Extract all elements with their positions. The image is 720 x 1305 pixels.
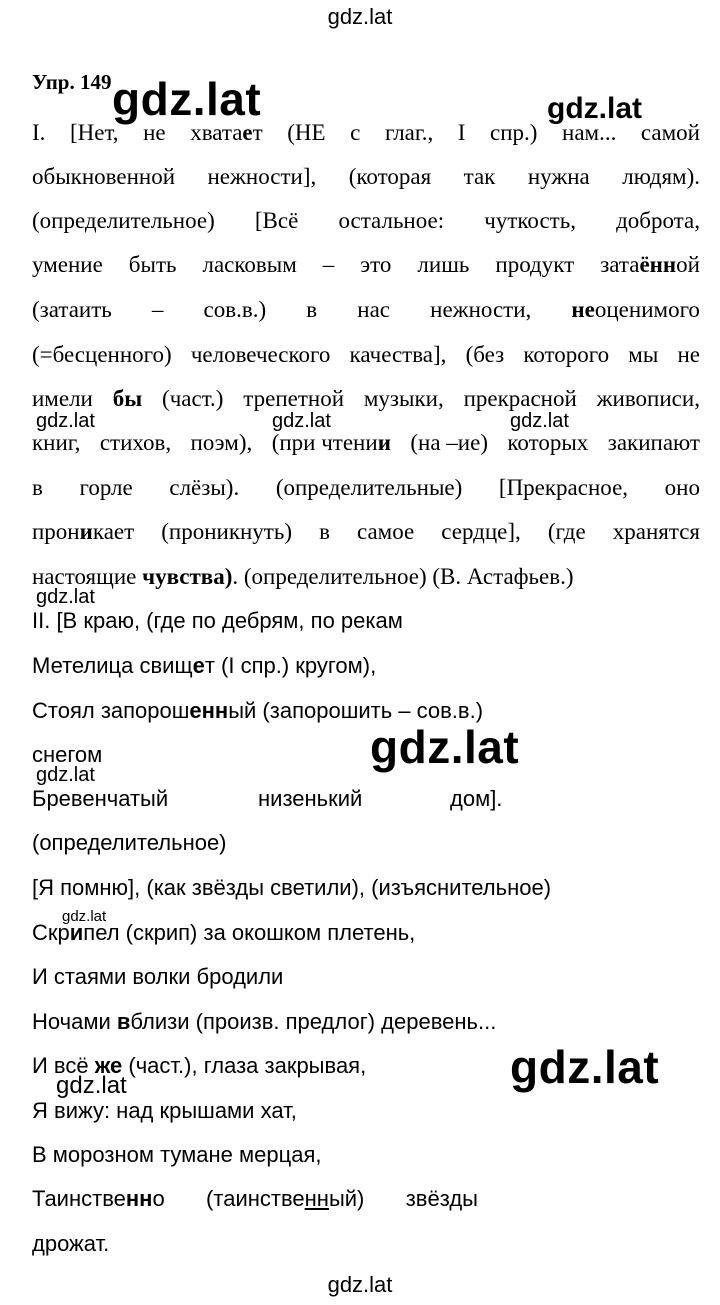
poem-line: В морозном тумане мерцая, xyxy=(32,1142,322,1167)
watermark-top: gdz.lat xyxy=(327,4,393,29)
poem-line: [Я помню], (как звёзды светили), (изъяснительное) xyxy=(32,875,552,900)
word: . (определительное) (В. Астафьев.) xyxy=(232,564,574,589)
poem-line: Метелица свищет (I спр.) кругом), xyxy=(32,653,377,678)
word: спр.) xyxy=(490,120,538,145)
text-line xyxy=(32,385,700,413)
word: (которая xyxy=(348,164,432,189)
word: которого xyxy=(523,342,610,367)
watermark-tiny: gdz.lat xyxy=(62,908,107,925)
word: человеческого xyxy=(190,342,331,367)
word: (част.) xyxy=(162,386,224,411)
word: музыки, xyxy=(363,386,444,411)
text-line xyxy=(32,518,700,546)
word: качества], xyxy=(349,342,447,367)
word: (без xyxy=(465,342,505,367)
word: Таинственно xyxy=(32,1186,165,1211)
word: нежности], xyxy=(207,164,317,189)
word: [Прекрасное, xyxy=(498,475,629,500)
word: с xyxy=(350,120,361,145)
text-line xyxy=(32,296,700,324)
word: имели xyxy=(32,386,93,411)
watermark-small: gdz.lat xyxy=(510,410,569,432)
word: остальное: xyxy=(338,208,445,233)
word: (определительные) xyxy=(275,475,463,500)
poem-line: II. [В краю, (где по дебрям, по рекам xyxy=(32,608,403,633)
word: не xyxy=(143,120,166,145)
word: настоящие xyxy=(32,564,143,589)
poem-line: Скрипел (скрип) за окошком плетень, xyxy=(32,920,416,945)
word: поэм), xyxy=(190,430,253,455)
word: лишь xyxy=(417,252,470,277)
word: мы xyxy=(628,342,659,367)
word: I xyxy=(457,120,466,145)
watermark-large: gdz.lat xyxy=(112,73,262,125)
text-line xyxy=(32,207,700,235)
word: в xyxy=(319,519,330,544)
word: чувства) xyxy=(142,564,233,589)
word: – xyxy=(322,252,335,277)
word: глаг., xyxy=(384,120,434,145)
word: (=бесценного) xyxy=(32,342,172,367)
word: горле xyxy=(79,475,133,500)
word: (проникнуть) xyxy=(161,519,293,544)
word: проникает xyxy=(32,519,135,544)
word: живописи, xyxy=(596,386,700,411)
word: трепетной xyxy=(243,386,345,411)
text-line xyxy=(32,563,700,591)
word: I. xyxy=(32,120,46,145)
watermark-large: gdz.lat xyxy=(510,1041,660,1093)
poem-line: снегом xyxy=(32,742,103,767)
word: хранятся xyxy=(612,519,700,544)
word: (при чтении xyxy=(271,430,391,455)
word: самой xyxy=(640,120,700,145)
word: (НЕ xyxy=(287,120,326,145)
word: стихов, xyxy=(99,430,172,455)
word: неоценимого xyxy=(571,297,700,322)
text-line xyxy=(32,429,700,457)
word: нужна xyxy=(527,164,590,189)
word: в xyxy=(306,297,318,322)
poem-line: И всё же (част.), глаза закрывая, xyxy=(32,1053,367,1078)
word: [Нет, xyxy=(69,120,119,145)
word: в xyxy=(32,475,43,500)
watermark-small: gdz.lat xyxy=(36,410,95,432)
word: нежности, xyxy=(430,297,532,322)
text-line xyxy=(32,119,700,147)
word: умение xyxy=(32,252,103,277)
word: – xyxy=(151,297,164,322)
poem-line: Ночами вблизи (произв. предлог) деревень... xyxy=(32,1009,497,1034)
word: доброта, xyxy=(616,208,700,233)
watermark-small: gdz.lat xyxy=(36,764,95,786)
word: (на –ие) xyxy=(410,430,488,455)
word: ласковым xyxy=(202,252,297,277)
word: обыкновенной xyxy=(32,164,175,189)
word: закипают xyxy=(607,430,700,455)
exercise-title: Упр. 149 xyxy=(32,70,112,94)
poem-line: Стоял запорошенный (запорошить – сов.в.) xyxy=(32,698,484,723)
word: книг, xyxy=(32,430,81,455)
poem-line xyxy=(32,1185,478,1213)
watermark-small: gdz.lat xyxy=(272,410,331,432)
word: которых xyxy=(507,430,589,455)
word: затаённой xyxy=(600,252,700,277)
word: не xyxy=(677,342,700,367)
word: чуткость, xyxy=(484,208,576,233)
word: нам... xyxy=(562,120,617,145)
poem-line: Я вижу: над крышами хат, xyxy=(32,1098,297,1123)
word: сов.в.) xyxy=(203,297,267,322)
word: хватает xyxy=(190,120,263,145)
watermark-large: gdz.lat xyxy=(370,721,520,773)
word: самое xyxy=(356,519,415,544)
text-line xyxy=(32,341,700,369)
word: прекрасной xyxy=(463,386,577,411)
poem-line: И стаями волки бродили xyxy=(32,964,284,989)
word: оно xyxy=(664,475,700,500)
watermark-bottom: gdz.lat xyxy=(327,1272,393,1297)
word: так xyxy=(463,164,496,189)
word: (где xyxy=(547,519,586,544)
word: звёзды xyxy=(405,1186,478,1211)
word: продукт xyxy=(495,252,575,277)
text-line xyxy=(32,251,700,279)
word: бы xyxy=(112,386,143,411)
word: быть xyxy=(128,252,177,277)
poem-line: дрожат. xyxy=(32,1231,110,1256)
word: слёзы). xyxy=(169,475,240,500)
watermark-small: gdz.lat xyxy=(56,1072,127,1099)
text-line xyxy=(32,163,700,191)
watermark-small: gdz.lat xyxy=(36,586,95,608)
word: нас xyxy=(357,297,391,322)
text-line xyxy=(32,474,700,502)
word: сердце], xyxy=(441,519,521,544)
word: [Всё xyxy=(254,208,299,233)
word: это xyxy=(360,252,392,277)
word: (таинственный) xyxy=(206,1186,365,1211)
poem-line: (определительное) xyxy=(32,830,227,855)
watermark-medium: gdz.lat xyxy=(547,92,642,125)
word: (определительное) xyxy=(32,208,215,233)
word: людям). xyxy=(622,164,700,189)
word: (затаить xyxy=(32,297,112,322)
